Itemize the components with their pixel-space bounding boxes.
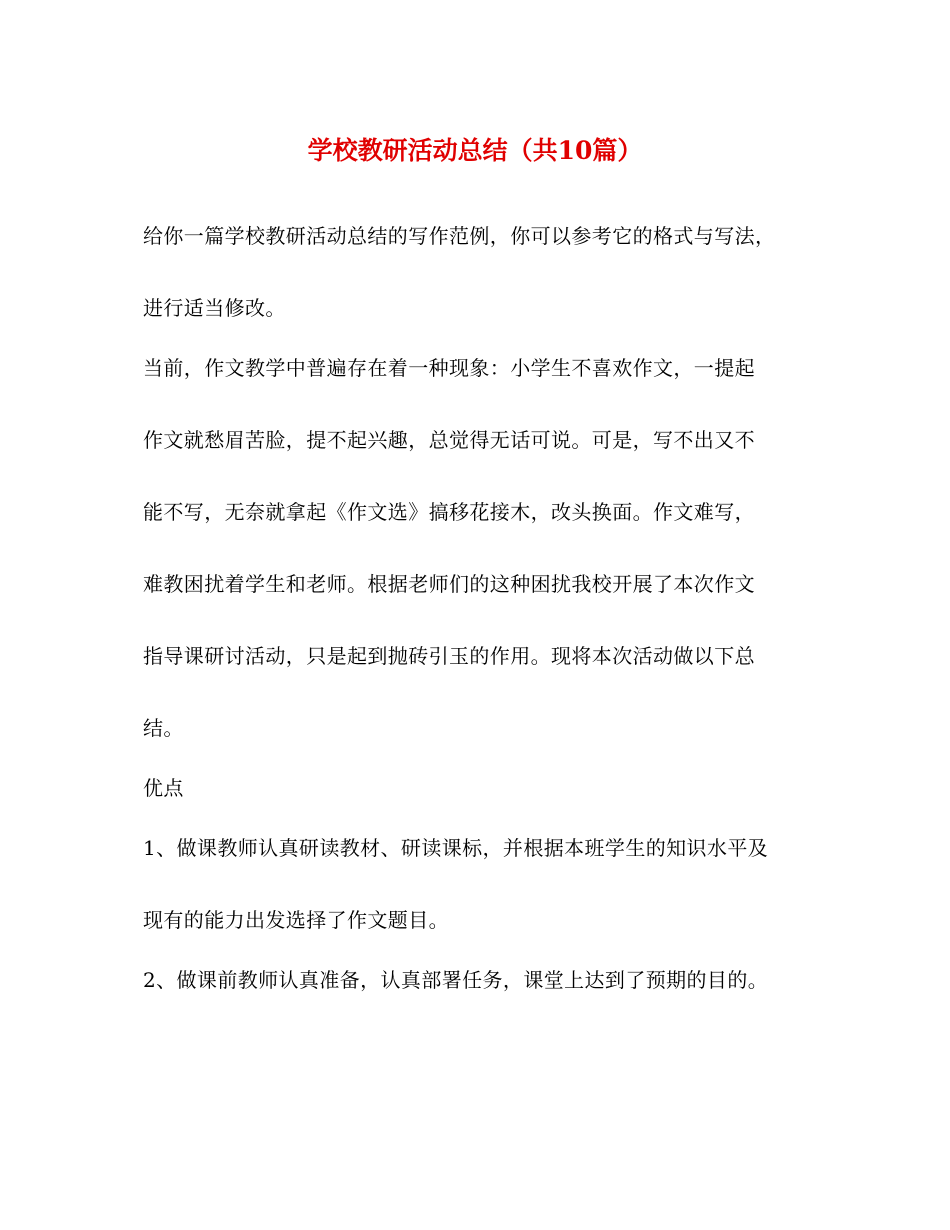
text-line: 进行适当修改。 bbox=[143, 296, 286, 320]
text-line: 难教困扰着学生和老师。根据老师们的这种困扰我校开展了本次作文 bbox=[143, 572, 755, 596]
text-line: 指导课研讨活动，只是起到抛砖引玉的作用。现将本次活动做以下总 bbox=[143, 644, 755, 668]
text-line: 作文就愁眉苦脸，提不起兴趣，总觉得无话可说。可是，写不出又不 bbox=[143, 428, 755, 452]
section-heading: 优点 bbox=[143, 776, 184, 800]
list-item: 2、做课前教师认真准备，认真部署任务，课堂上达到了预期的目的。 bbox=[143, 968, 769, 992]
text-line: 能不写，无奈就拿起《作文选》搞移花接木，改头换面。作文难写， bbox=[143, 500, 755, 524]
list-item-continuation: 现有的能力出发选择了作文题目。 bbox=[143, 908, 449, 932]
list-item: 1、做课教师认真研读教材、研读课标，并根据本班学生的知识水平及 bbox=[143, 836, 769, 860]
text-line: 给你一篇学校教研活动总结的写作范例，你可以参考它的格式与写法， bbox=[143, 224, 776, 248]
document-title: 学校教研活动总结（共10篇） bbox=[307, 136, 643, 165]
text-line: 结。 bbox=[143, 716, 184, 740]
text-line: 当前，作文教学中普遍存在着一种现象：小学生不喜欢作文，一提起 bbox=[143, 356, 755, 380]
